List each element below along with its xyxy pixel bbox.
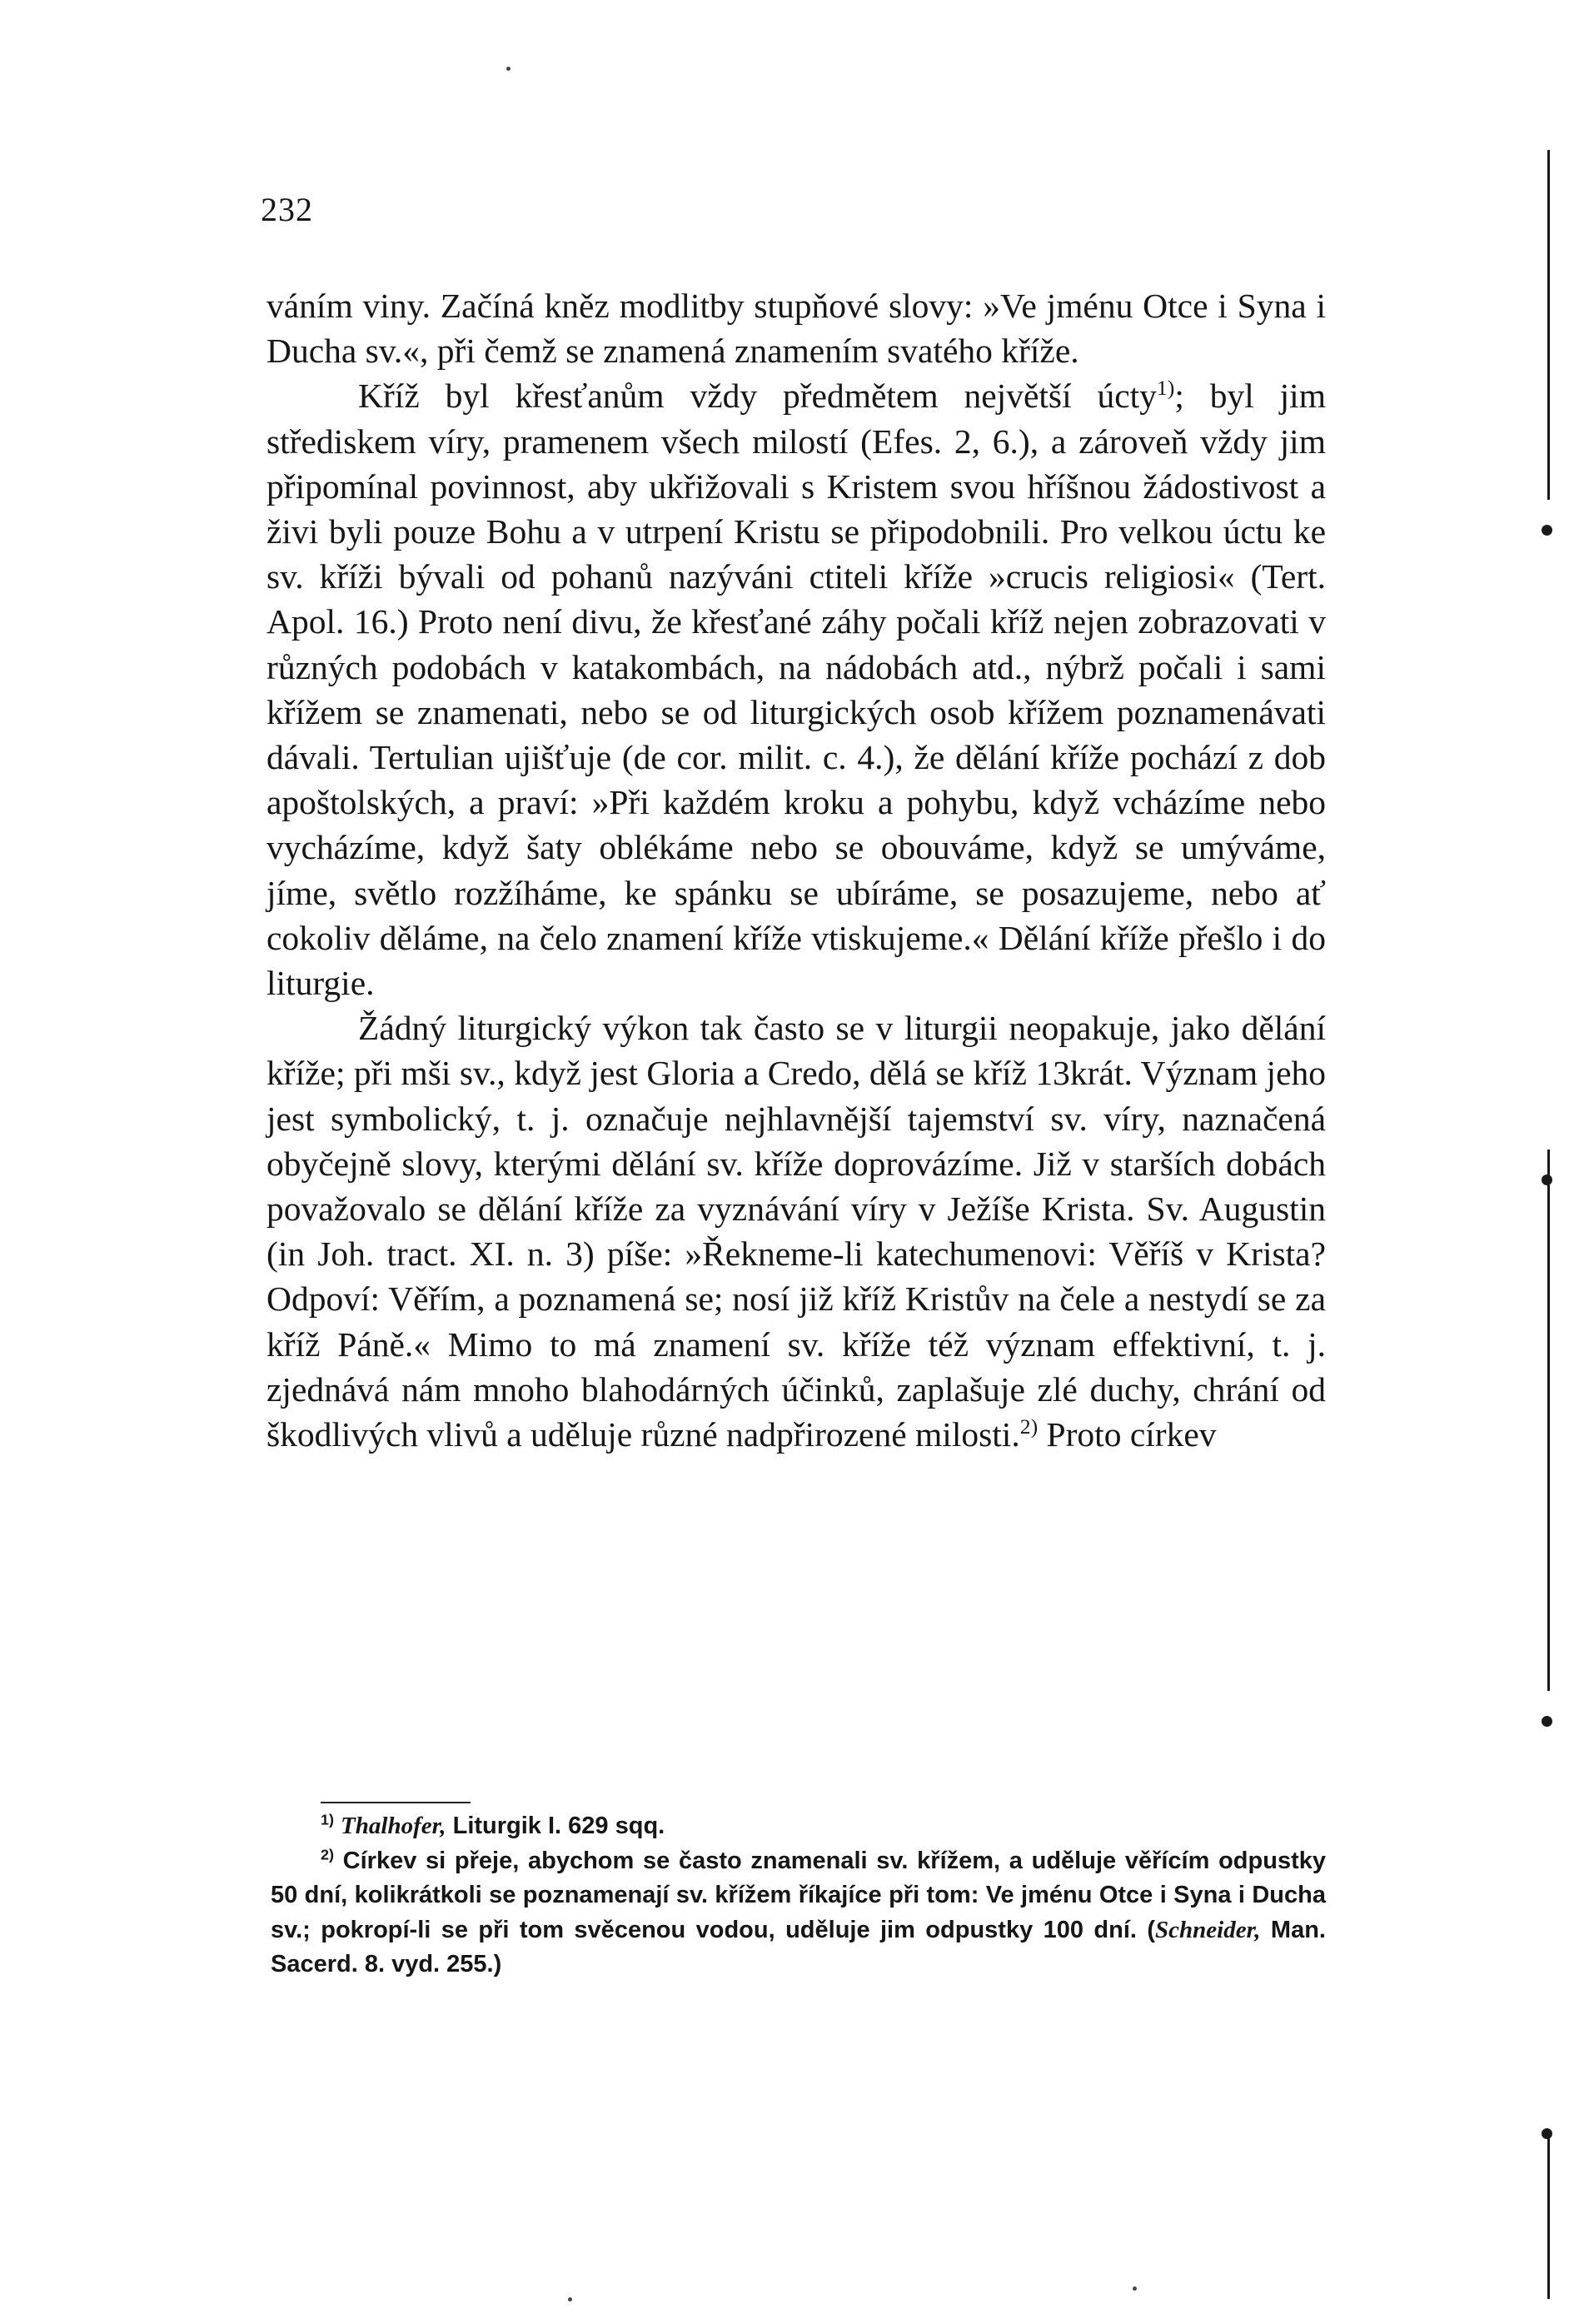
paragraph-3-text: Žádný liturgický výkon tak často se v liturgii neopakuje, jako dělání kříže; při mši sv., když jest Gloria a Credo, dělá se kříž 13krát. Význam jeho jest symbolický, t. j. označuje nejhlavnější tajemství sv. víry, naznačená obyčejně slovy, kterými dělání sv. kříže doprovázíme. Již v starších dobách považovalo se dělání kříže za vyznávání víry v Ježíše Krista. Sv. Augustin (in Joh. tract. XI. n. 3) píše: »Řekneme-li katechumenovi: Věříš v Krista? Odpoví: Věřím, a poznamená se; nosí již kříž Kristův na čele a nestydí se za kříž Páně.« Mimo to má znamení sv. kříže též význam effektivní, t. j. zjednává nám mnoho blahodárných účinků, zaplašuje zlé duchy, chrání od škodlivých vlivů a uděluje různé nadpřirozené milosti. [266,1009,1326,1454]
scan-edge-line-bottom [1547,2132,1550,2299]
footnote-divider [321,1802,471,1803]
scan-edge-mark-1 [1542,525,1552,536]
footnote-2-text-b: Man. Sacerd. 8. vyd. 255.) [271,1916,1326,1977]
paragraph-2-rest: ; byl jim střediskem víry, pramenem všech milostí (Efes. 2, 6.), a zároveň vždy jim připomínal povinnost, aby ukřižovali s Kristem svou hříšnou žádostivost a živi byli pouze Bohu a v utrpení Kristu se připodobnili. Pro velkou úctu ke sv. kříži bývali od pohanů nazýváni ctiteli kříže »crucis religiosi« (Tert. Apol. 16.) Proto není divu, že křesťané záhy počali kříž nejen zobrazovati v různých podobách v katakombách, na nádobách atd., nýbrž počali i sami křížem se znamenati, nebo se od liturgických osob křížem poznamenávati dávali. Tertulian ujišťuje (de cor. milit. c. 4.), že dělání kříže pochází z dob apoštolských, a praví: »Při každém kroku a pohybu, když vcházíme nebo vycházíme, když šaty oblékáme nebo se obouváme, když se umýváme, jíme, světlo rozžíháme, ke spánku se ubíráme, se posazujeme, nebo ať cokoliv děláme, na čelo znamení kříže vtiskujeme.« Dělání kříže přešlo i do liturgie. [266,377,1326,1003]
footnote-1-text: Liturgik I. 629 sqq. [446,1813,665,1839]
footnote-1-author: Thalhofer, [341,1813,446,1839]
footnote-2-author: Schneider, [1155,1916,1261,1943]
scan-edge-mark-2 [1542,1174,1552,1185]
footnote-2-text-a: Církev si přeje, abychom se často znamenali sv. křížem, a uděluje věřícím odpustky 50 dní, kolikrátkoli se poznamenají sv. křížem říkajíce při tom: Ve jménu Otce i Syna i Ducha sv.; pokropí-li se při tom svěcenou vodou, uděluje jim odpustky 100 dní. ( [271,1847,1326,1943]
paragraph-3-tail: Proto církev [1038,1415,1217,1454]
paragraph-3 [266,1005,1326,1457]
page-number: 232 [261,191,313,228]
scan-edge-mark-3 [1542,1716,1552,1727]
footnote-ref-2: 2) [1019,1414,1039,1439]
scan-edge-mark-4 [1542,2128,1552,2139]
scan-speck-1 [506,67,511,71]
footnotes [271,1809,1326,1982]
scan-edge-line-middle [1547,1150,1550,1691]
paragraph-1: váním viny. Začíná kněz modlitby stupňové slovy: »Ve jménu Otce i Syna i Ducha sv.«, při čemž se znamená znamením svatého kříže. [266,287,1326,371]
paragraph-2-start: Kříž byl křesťanům vždy předmětem největší úcty [358,377,1157,416]
paragraph-2 [266,373,1326,1005]
footnote-2 [271,1844,1326,1982]
main-text [266,283,1326,1457]
scan-edge-line-top [1547,150,1550,500]
scan-speck-3 [1133,2287,1137,2291]
footnote-1-mark: 1) [321,1811,334,1828]
footnote-2-mark: 2) [321,1845,334,1863]
footnote-ref-1: 1) [1156,376,1175,401]
footnote-1 [271,1809,1326,1844]
scan-speck-2 [568,2297,572,2302]
